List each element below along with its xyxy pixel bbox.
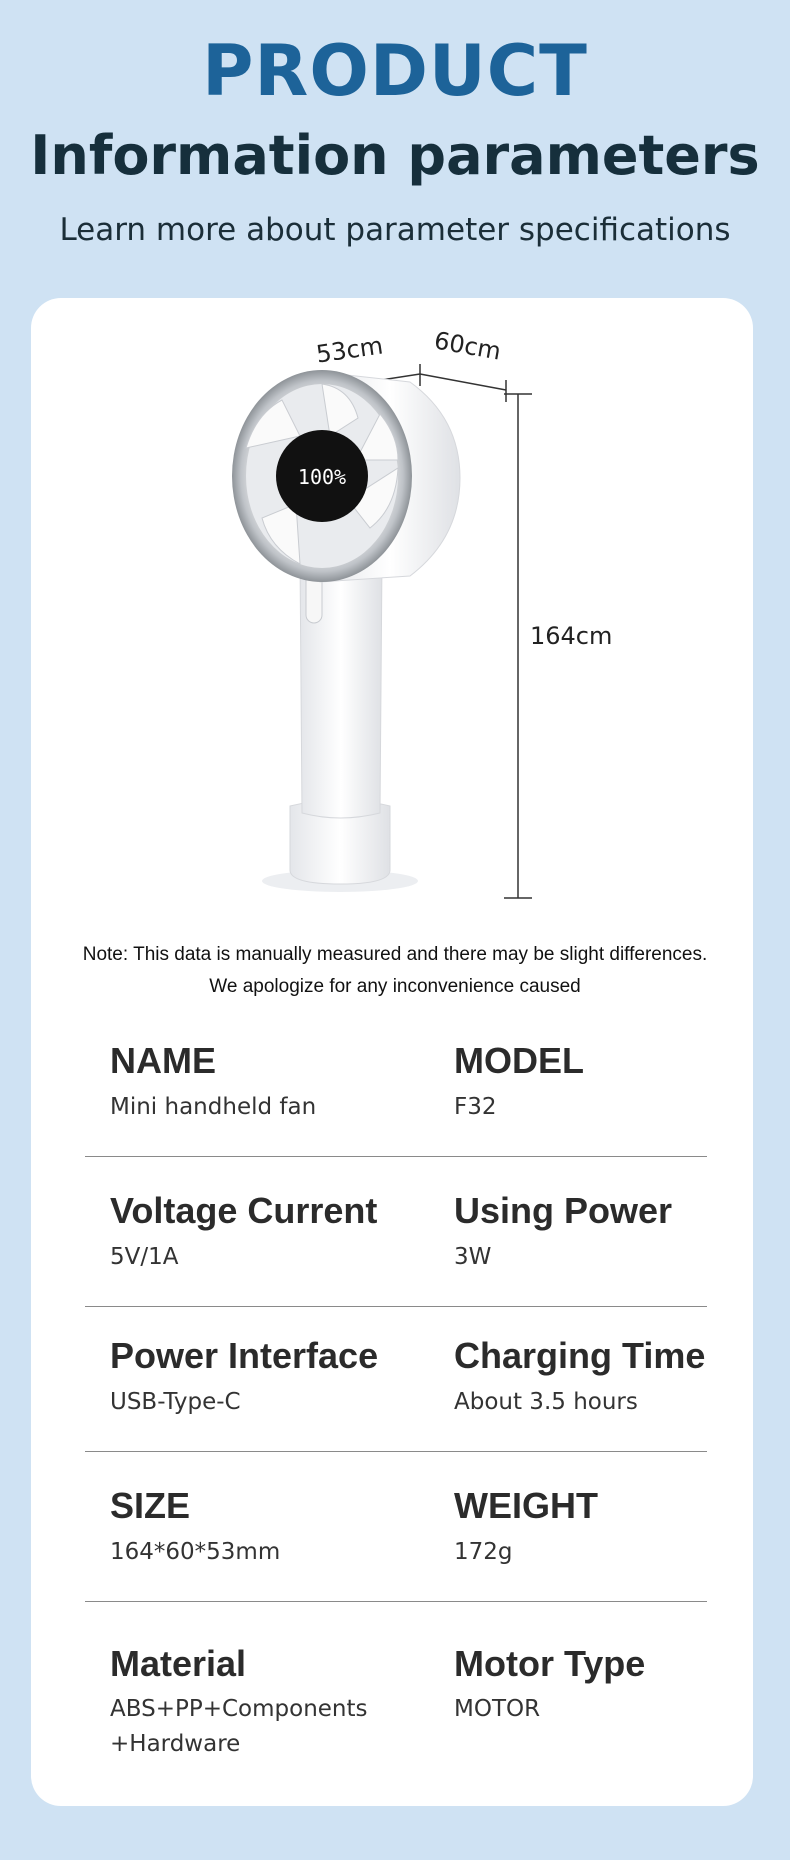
spec-name-label: NAME: [110, 1040, 216, 1081]
spec-interface-label: Power Interface: [110, 1335, 379, 1376]
spec-voltage-value: 5V/1A: [110, 1244, 179, 1270]
spec-power-label: Using Power: [454, 1190, 673, 1231]
divider: [85, 1601, 707, 1602]
spec-interface-value: USB-Type-C: [110, 1389, 241, 1415]
width-dimension-label: 53cm: [314, 331, 385, 369]
spec-material-value: ABS+PP+Components: [110, 1696, 368, 1722]
note-line-2: We apologize for any inconvenience caused: [209, 976, 581, 997]
depth-dimension-label: 60cm: [432, 326, 504, 366]
spec-voltage-label: Voltage Current: [110, 1190, 378, 1231]
spec-charging-label: Charging Time: [454, 1335, 706, 1376]
spec-size-value: 164*60*53mm: [110, 1539, 281, 1565]
spec-motor-value: MOTOR: [454, 1696, 541, 1722]
spec-name-value: Mini handheld fan: [110, 1094, 317, 1120]
battery-readout: 100%: [297, 465, 347, 489]
height-dimension-label: 164cm: [530, 622, 613, 650]
spec-material-value-line-2: +Hardware: [110, 1731, 241, 1757]
spec-power-value: 3W: [454, 1244, 492, 1270]
divider: [85, 1306, 707, 1307]
divider: [85, 1156, 707, 1157]
divider: [85, 1451, 707, 1452]
product-image: [230, 318, 613, 918]
spec-model-label: MODEL: [454, 1040, 584, 1081]
spec-weight-value: 172g: [454, 1539, 513, 1565]
note-line-1: Note: This data is manually measured and there may be slight differences.: [82, 944, 708, 965]
spec-material-label: Material: [110, 1643, 247, 1684]
spec-model-value: F32: [454, 1094, 497, 1120]
page-tagline: Learn more about parameter specifications: [59, 212, 731, 248]
page-title: PRODUCT: [202, 30, 588, 112]
page-subtitle: Information parameters: [30, 124, 760, 187]
spec-weight-label: WEIGHT: [454, 1485, 598, 1526]
spec-size-label: SIZE: [110, 1485, 191, 1526]
spec-charging-value: About 3.5 hours: [454, 1389, 638, 1415]
spec-motor-label: Motor Type: [454, 1643, 646, 1684]
